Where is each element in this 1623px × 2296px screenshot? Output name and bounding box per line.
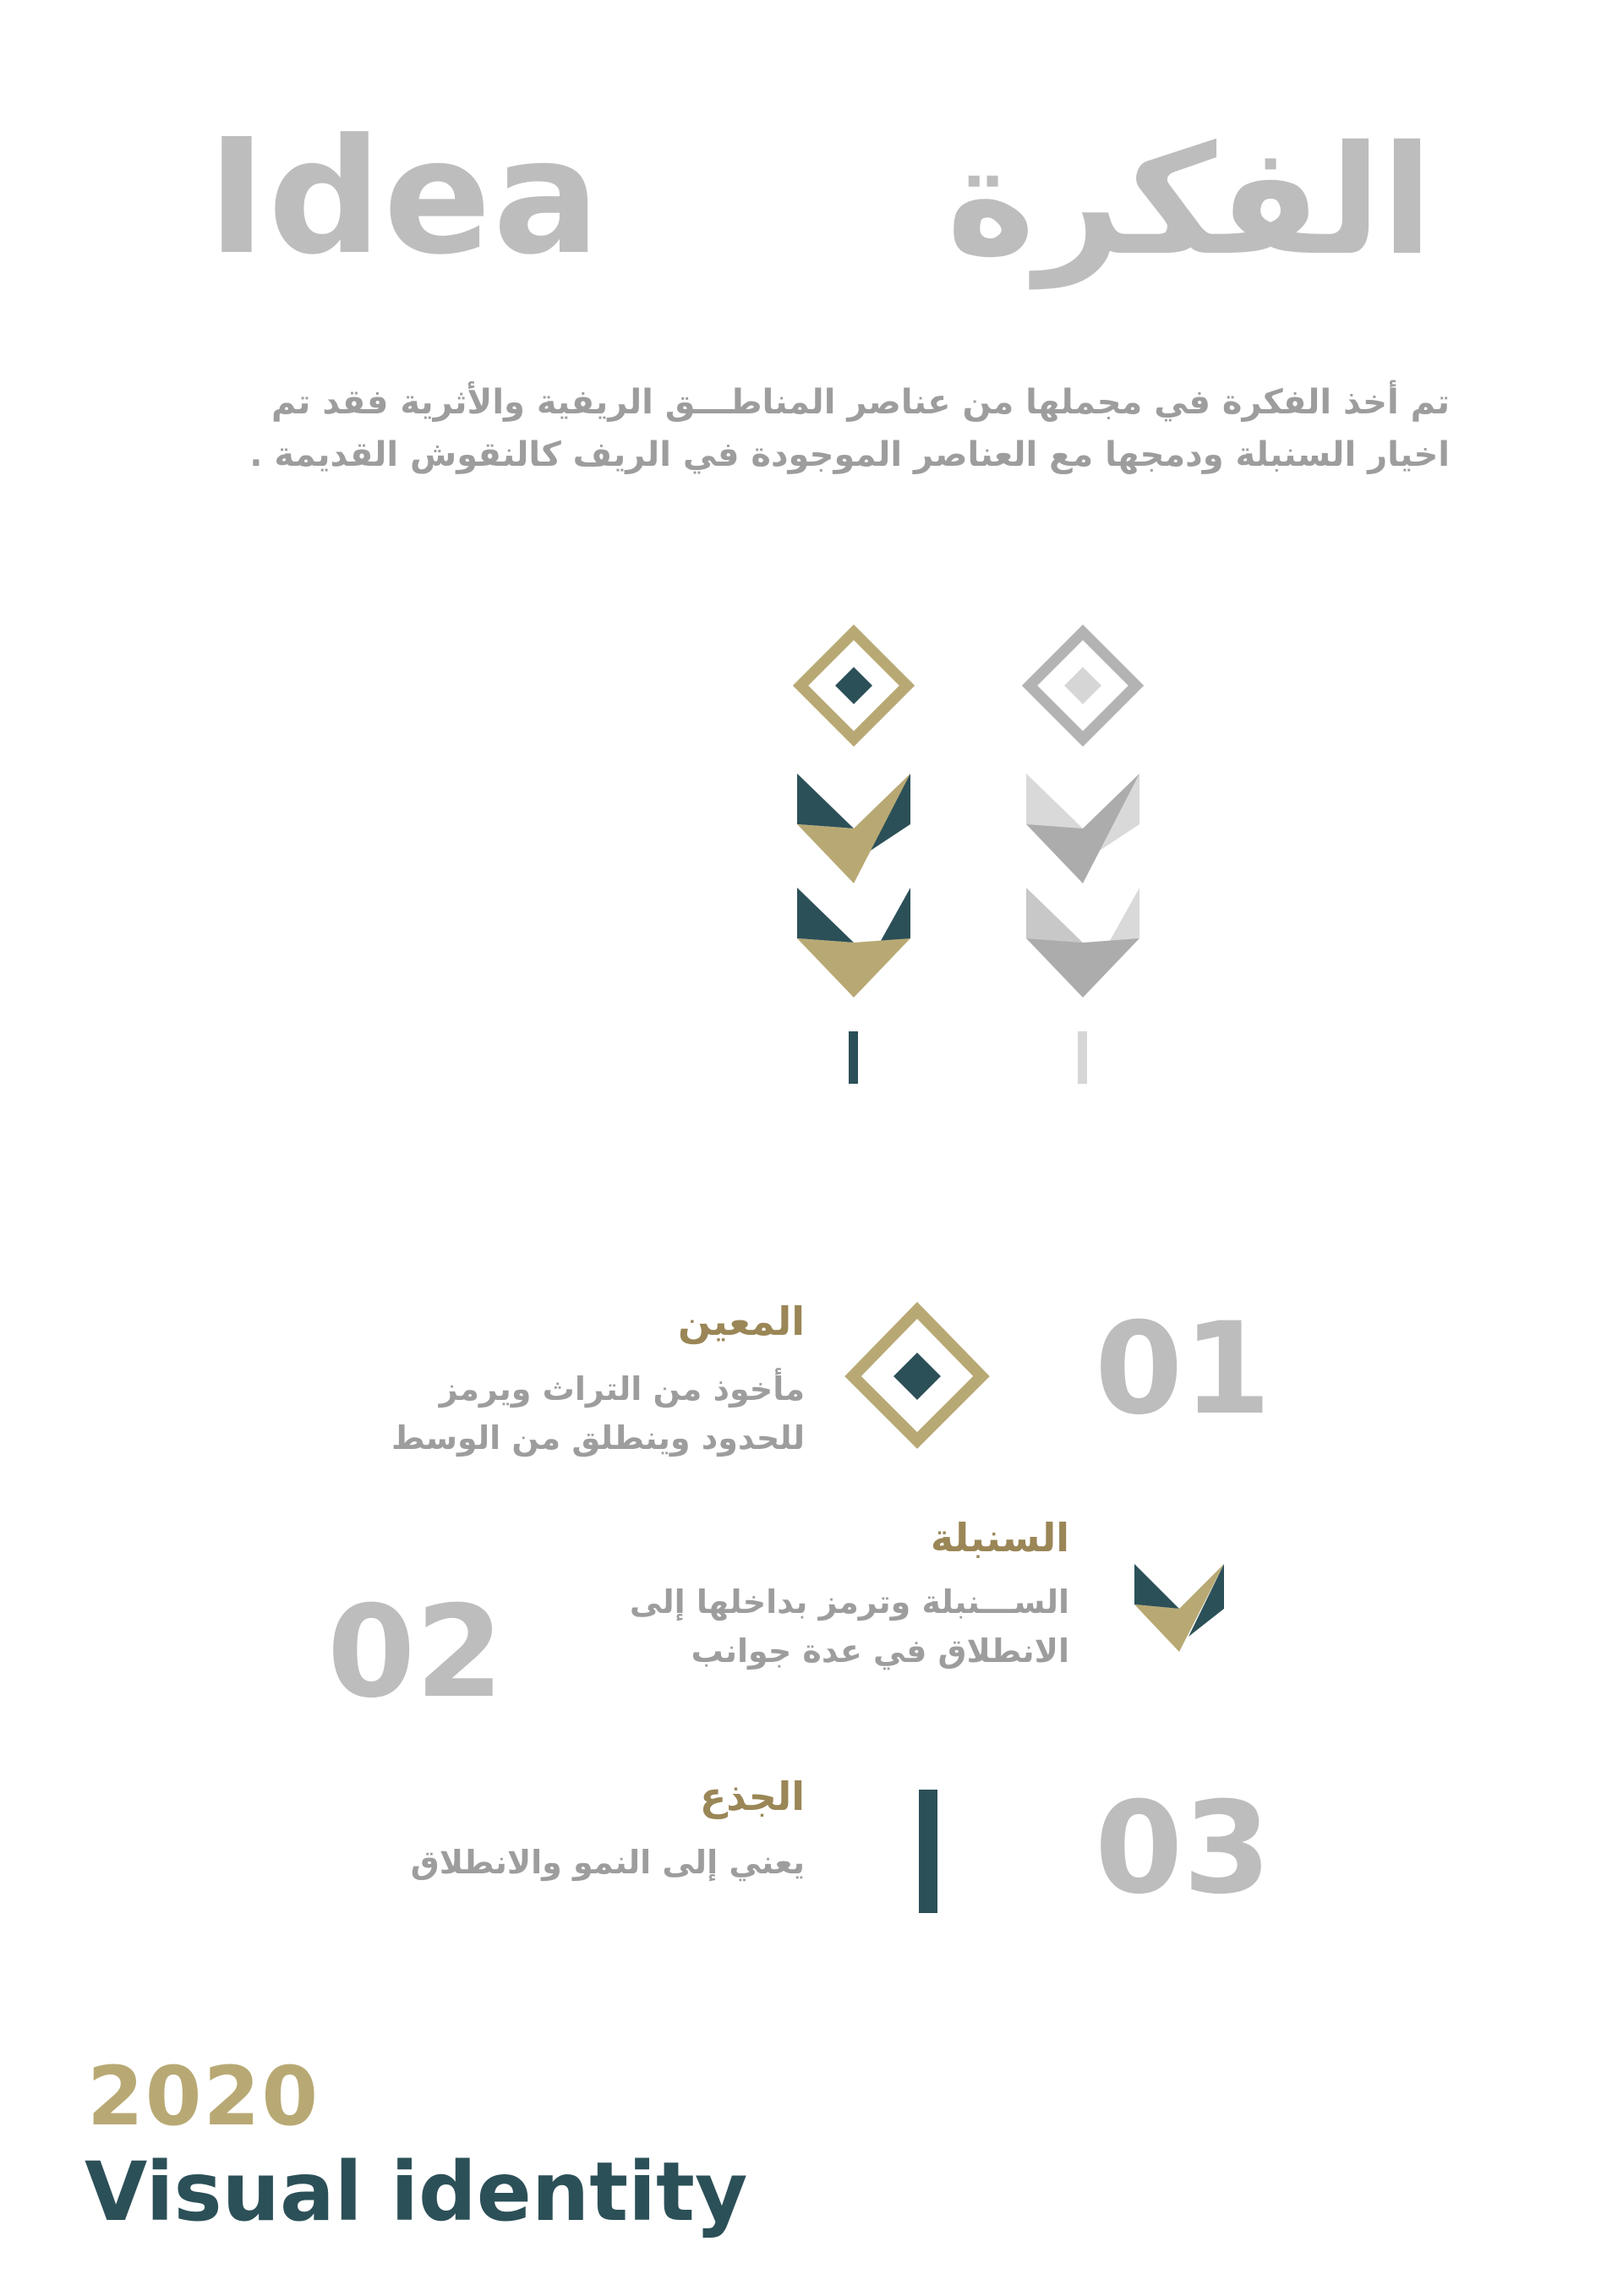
feature-title-03: الجذع <box>699 1774 805 1819</box>
footer-year: 2020 <box>87 2049 320 2144</box>
title-english: Idea <box>207 105 602 290</box>
feature-number-02: 02 <box>327 1579 504 1726</box>
feature-number-01: 01 <box>1095 1296 1271 1443</box>
stem-icon <box>917 1788 939 1915</box>
stem-grey-icon <box>1078 1031 1087 1084</box>
chevron2-left-grey-icon <box>1026 888 1083 943</box>
diamond-icon <box>841 1300 993 1452</box>
diamond-core-grey-icon <box>1064 667 1101 704</box>
chevron2-left-navy-icon <box>797 888 854 943</box>
chevron2-gold-icon <box>797 938 910 998</box>
feature-title-02: السنبلة <box>930 1515 1069 1561</box>
feature-desc-01: مأخوذ من التراث ويرمز للحدود وينطلق من الوسط <box>391 1370 805 1457</box>
feature-desc-02: الســـنبلة وترمز بداخلها إلى الانطلاق في عدة جوانب <box>629 1583 1069 1670</box>
chevron2-dark-grey-icon <box>1026 938 1139 998</box>
intro-paragraph: تم أخذ الفكرة في مجملها من عناصر المناطـــق الريفية والأثرية فقد تم اخيار السنبلة ودمجها مع العناصر الموجودة في الريف كالنقوش القديمة . <box>249 383 1450 474</box>
feature-title-01: المعين <box>677 1298 805 1344</box>
title-arabic: الفكرة <box>946 113 1433 288</box>
diamond-core-color-icon <box>835 667 872 704</box>
chevron-left-navy-icon <box>797 774 854 828</box>
feature-desc-03: يعني إلى النمو والانطلاق <box>410 1844 805 1881</box>
feature-number-03: 03 <box>1095 1775 1271 1922</box>
footer-label: Visual identity <box>85 2145 748 2239</box>
wheat-emblem-grey-icon <box>1026 632 1139 1084</box>
wheat-emblem-color-icon <box>797 632 910 1084</box>
wheat-chevron-icon <box>1133 1562 1226 1654</box>
chevron-left-grey-icon <box>1026 774 1083 828</box>
stem-color-icon <box>849 1031 858 1084</box>
